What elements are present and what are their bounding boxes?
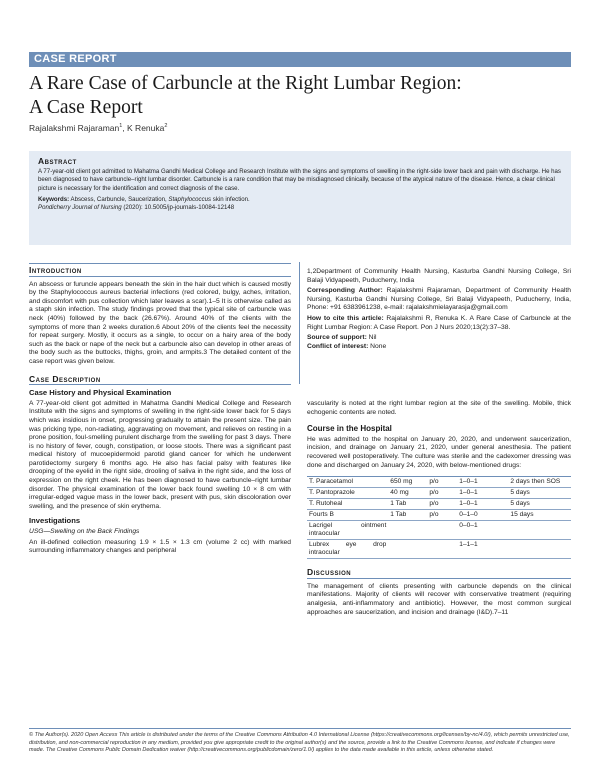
drug-table-cell: Fourts B (307, 510, 388, 521)
drug-table-cell: 1–0–1 (457, 477, 508, 488)
abstract-heading: Abstract (38, 156, 77, 166)
drug-table-cell (508, 540, 571, 559)
keywords-post: skin infection. (211, 195, 250, 203)
drug-table-cell (388, 540, 427, 559)
drug-table-cell: 40 mg (388, 488, 427, 499)
drug-table-row (307, 477, 571, 488)
drug-table-cell: p/o (427, 477, 457, 488)
drug-table-cell: 5 days (508, 499, 571, 510)
drug-table-cell (427, 521, 457, 540)
abstract-body: A 77-year-old client got admitted to Mahatma Gandhi Medical College and Research Institute with the signs and symptoms of swelling in the right-side lower back and pain with discharge. He has been diagnosed to have carbuncle–right lumbar disorder. Carbuncle is a rare condition that may be misdiagnosed clinically, because of the atypical nature of the disease. Hence, a clear clinical picture is necessary for the identification and correct diagnosis of the case. (38, 168, 561, 192)
drug-table-body (307, 477, 571, 559)
case-report-banner: CASE REPORT (29, 52, 571, 67)
drug-table-cell: 1–0–1 (457, 488, 508, 499)
introduction-text: An abscess or furuncle appears beneath the skin in the hair duct which is caused mostly by the Staphylococcus aureus bacterial infections (red colored, bulgy, aches, irritation, and discomfort with pus collection which later leaves a scar).1–5 It is otherwise called as a staph skin infection. The study findings proved that the typical site of carbuncle was neck (40%) followed by the back (26.67%). Around 40% of the clients with the symptoms of more than 2 weeks duration.6 About 20% of the clients feel the necessity for repeat surgery. Mostly, it occurs as a single, to occur on a hairy area of the body such as the back or nape of the neck but a carbuncle also can develop in other areas of the body such as the buttocks, thighs, groin, and armpits.3 The detailed content of the case report was given below. (29, 280, 291, 365)
cite-text: Rajalakshmi R, Renuka K. A Rare Case of Carbuncle at the Right Lumbar Region: A Case Report. Pon J Nurs 2020;13(2):37–38. (307, 314, 571, 331)
author-list (29, 123, 167, 133)
drug-table-cell: 2 days then SOS (508, 477, 571, 488)
author-sep: , (122, 123, 128, 133)
drug-table-cell: 0–0–1 (457, 521, 508, 540)
footer-rule (29, 728, 571, 729)
drug-table-cell: 1–0–1 (457, 499, 508, 510)
case-description-heading: Case Description (29, 375, 291, 386)
usg-continued-text: vascularity is noted at the right lumbar region at the site of the swelling. Mobile, thick echogenic contents are noted. (307, 400, 571, 416)
discussion-heading: Discussion (307, 568, 571, 579)
case-history-text: A 77-year-old client got admitted in Mahatma Gandhi Medical College and Research Institute with the signs and symptoms of swelling in the right-side lower back for 5 days which was insidious in onset, progressing gradually to attain the present size. The pain was pricking type, non-radiating, aggravating on movement, and relieves on resting in a prone position, foul-smelling purulent discharge from the swelling for past 3 days. There is no history of fever, cough, constipation, or loose stools. There was a significant past medical history of mucoepidermoid parotid gland cancer for which he underwent parotidectomy surgery 6 months ago. He also has facial palsy with features like drooping of the eyelid in the right side, drooling of saliva in the right side, and the loss of expression on the right cheek. He has been diagnosed to have carbuncle–right lumbar disorder. The physical examination of the lower back found swelling 10 × 8 cm with irregular-edged vague mass in the lower back, present with pus, skin discoloration over swelling, and the presence of skin erythema. (29, 399, 291, 510)
conflict-label: Conflict of interest: (307, 342, 369, 350)
column-divider (299, 262, 300, 384)
drug-table-cell: p/o (427, 510, 457, 521)
corr-label: Corresponding Author: (307, 287, 383, 295)
citation-journal: Pondicherry Journal of Nursing (38, 204, 122, 212)
drug-table-cell: T. Paracetamol (307, 477, 388, 488)
usg-text: An ill-defined collection measuring 1.9 × 1.5 × 1.3 cm (volume 2 cc) with marked surrounding inflammatory changes and peripheral (29, 538, 291, 555)
author-1-sup: 1 (119, 123, 123, 130)
drug-table (307, 476, 571, 559)
discussion-text: The management of clients presenting with carbuncle depends on the clinical manifestations. Majority of clients will recover with conservative treatment (requiring analgesia, anti-inflammatory and antibiotic). However, the most common surgical approaches are saucerization, and incision and drainage (I&D).7–11 (307, 582, 571, 616)
drug-table-row (307, 540, 571, 559)
drug-table-cell: p/o (427, 488, 457, 499)
introduction-heading: Introduction (29, 266, 291, 277)
drug-table-cell: 15 days (508, 510, 571, 521)
corr-text: Rajalakshmi Rajaraman, Department of Community Health Nursing, Kasturba Gandhi Nursing College, Sri Balaji Vidyapeeth, Puducherry, India, Phone: +91 6383961238, e-mail: rajalakshmielayarasja@gmail.com (307, 287, 571, 312)
drug-table-cell: 650 mg (388, 477, 427, 488)
drug-table-row (307, 510, 571, 521)
license-footer: © The Author(s). 2020 Open Access This article is distributed under the terms of the Creative Commons Attribution 4.0 International License (https://creativecommons.org/licenses/by-nc/4.0/), which permits unrestricted use, distribution, and non-commercial reproduction in any medium, provided you give appropriate credit to the original author(s) and the source, provide a link to the Creative Commons license, and indicate if changes were made. The Creative Commons Public Domain Dedication waiver (http://creativecommons.org/publicdomain/zero/1.0/) applies to the data made available in this article, unless otherwise stated. (29, 732, 570, 754)
source-text: Nil (366, 334, 377, 342)
drug-table-cell: Lacrigel ointment intraocular (307, 521, 388, 540)
drug-table-cell: 5 days (508, 488, 571, 499)
intro-top-rule (29, 263, 291, 264)
affiliation-block (307, 268, 571, 351)
affiliation-text: 1,2Department of Community Health Nursing, Kasturba Gandhi Nursing College, Sri Balaji Vidyapeeth, Puducherry, India (307, 268, 571, 284)
left-column (29, 266, 291, 556)
drug-table-cell (388, 521, 427, 540)
conflict-text: None (368, 342, 387, 350)
drug-table-cell (508, 521, 571, 540)
title-line-1: A Rare Case of Carbuncle at the Right Lumbar Region: (29, 73, 462, 94)
corresponding-author (307, 287, 571, 313)
drug-table-cell: T. Pantoprazole (307, 488, 388, 499)
investigations-subheading: Investigations (29, 516, 81, 526)
course-text: He was admitted to the hospital on January 20, 2020, and underwent saucerization, incision, and drainage on January 21, 2020, under general anesthesia. The patient recovered well postoperatively. The culture was sterile and the cadexomer dressing was done and discharged on January 24, 2020, with below-mentioned drugs: (307, 435, 571, 469)
source-of-support (307, 334, 571, 343)
drug-table-cell: 1 Tab (388, 510, 427, 521)
cite-label: How to cite this article: (307, 314, 384, 322)
drug-table-cell (427, 540, 457, 559)
drug-table-cell: T. Rutoheal (307, 499, 388, 510)
drug-table-row (307, 499, 571, 510)
drug-table-row (307, 521, 571, 540)
title-line-2: A Case Report (29, 97, 143, 118)
keywords-pre: Abscess, Carbuncle, Saucerization, (69, 195, 169, 203)
source-label: Source of support: (307, 334, 367, 342)
drug-table-cell: 1–1–1 (457, 540, 508, 559)
author-1: Rajalakshmi Rajaraman (29, 123, 120, 133)
drug-table-cell: Lubrex eye drop intraocular (307, 540, 388, 559)
citation-doi: (2020): 10.5005/jp-journals-10084-12148 (121, 204, 235, 212)
author-2-sup: 2 (164, 123, 168, 130)
right-column (307, 400, 571, 617)
abstract-citation (38, 204, 562, 212)
usg-subheading: USG—Swelling on the Back Findings (29, 528, 140, 536)
course-heading: Course in the Hospital (307, 424, 392, 434)
abstract-keywords (38, 196, 562, 204)
drug-table-cell: p/o (427, 499, 457, 510)
case-history-subheading: Case History and Physical Examination (29, 388, 172, 398)
how-to-cite (307, 315, 571, 332)
abstract-box (29, 151, 571, 245)
author-2: K Renuka (127, 123, 165, 133)
keywords-italic: Staphylococcus (168, 195, 212, 203)
keywords-label: Keywords: (38, 195, 70, 203)
drug-table-cell: 0–1–0 (457, 510, 508, 521)
drug-table-row (307, 488, 571, 499)
drug-table-cell: 1 Tab (388, 499, 427, 510)
article-title (29, 72, 574, 120)
conflict-of-interest (307, 343, 571, 352)
